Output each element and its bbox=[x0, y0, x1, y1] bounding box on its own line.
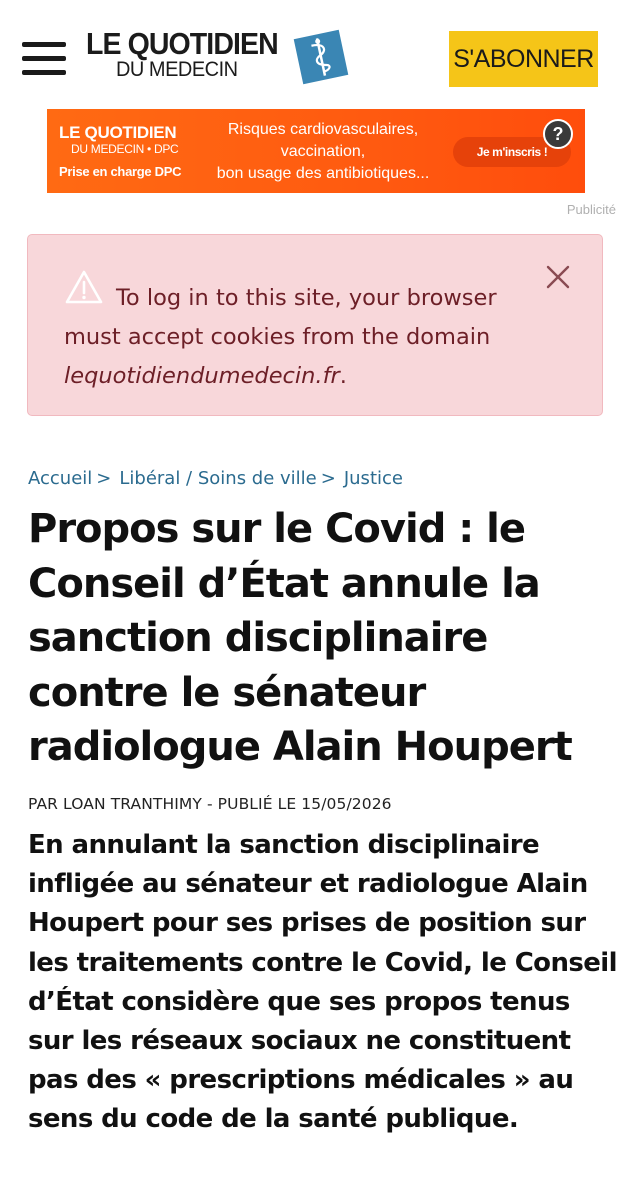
alert-domain-suffix: . bbox=[339, 363, 347, 389]
ad-help-icon[interactable]: ? bbox=[543, 119, 573, 149]
site-header bbox=[0, 0, 632, 100]
breadcrumb-item-accueil[interactable]: Accueil bbox=[28, 468, 93, 489]
breadcrumb bbox=[28, 468, 403, 489]
menu-bar-bottom bbox=[22, 70, 66, 75]
breadcrumb-separator: > bbox=[320, 468, 336, 489]
logo-line-1: LE QUOTIDIEN bbox=[86, 26, 278, 61]
breadcrumb-item-liberal[interactable]: Libéral / Soins de ville bbox=[119, 468, 317, 489]
cookie-alert bbox=[27, 234, 603, 416]
alert-line-2: must accept cookies from the domain bbox=[64, 324, 491, 350]
close-x-icon[interactable] bbox=[544, 263, 572, 291]
ad-banner[interactable] bbox=[47, 109, 585, 193]
logo-line-2: DU MEDECIN bbox=[116, 58, 238, 81]
article-lead: En annulant la sanction disciplinaire infligée au sénateur et radiologue Alain Houpert pour ses prises de position sur les traitements contre le Covid, le Conseil d’État considère que ses propos tenus sur les réseaux sociaux ne constituent pas des « prescriptions médicales » au sens du code de la santé publique. bbox=[28, 830, 617, 1135]
article-title: Propos sur le Covid : le Conseil d’État annule la sanction disciplinaire contre le sénateur radiologue Alain Houpert bbox=[28, 506, 572, 770]
alert-domain: lequotidiendumedecin.fr bbox=[64, 363, 340, 389]
ad-copy bbox=[203, 119, 443, 185]
subscribe-button[interactable]: S'ABONNER bbox=[449, 31, 598, 87]
alert-message bbox=[64, 279, 534, 396]
caduceus-logo-icon bbox=[292, 28, 350, 86]
menu-bar-top bbox=[22, 42, 66, 47]
ad-copy-line: vaccination, bbox=[280, 143, 366, 160]
hamburger-menu-icon[interactable] bbox=[22, 40, 66, 76]
breadcrumb-item-justice[interactable]: Justice bbox=[343, 468, 403, 489]
alert-line-1: To log in to this site, your browser bbox=[116, 285, 497, 311]
menu-bar-middle bbox=[22, 56, 66, 61]
ad-copy-line: bon usage des antibiotiques... bbox=[216, 165, 430, 182]
ad-brand-title: LE QUOTIDIEN bbox=[59, 123, 177, 142]
ad-register-button[interactable]: Je m'inscris ! bbox=[453, 137, 571, 167]
breadcrumb-separator: > bbox=[96, 468, 112, 489]
ad-brand-tagline: Prise en charge DPC bbox=[59, 164, 182, 179]
ad-brand-subtitle: DU MEDECIN • DPC bbox=[71, 142, 179, 156]
ad-label: Publicité bbox=[566, 202, 616, 217]
ad-copy-line: Risques cardiovasculaires, bbox=[227, 121, 419, 138]
article-byline: PAR LOAN TRANTHIMY - PUBLIÉ LE 15/05/2026 bbox=[28, 795, 392, 813]
